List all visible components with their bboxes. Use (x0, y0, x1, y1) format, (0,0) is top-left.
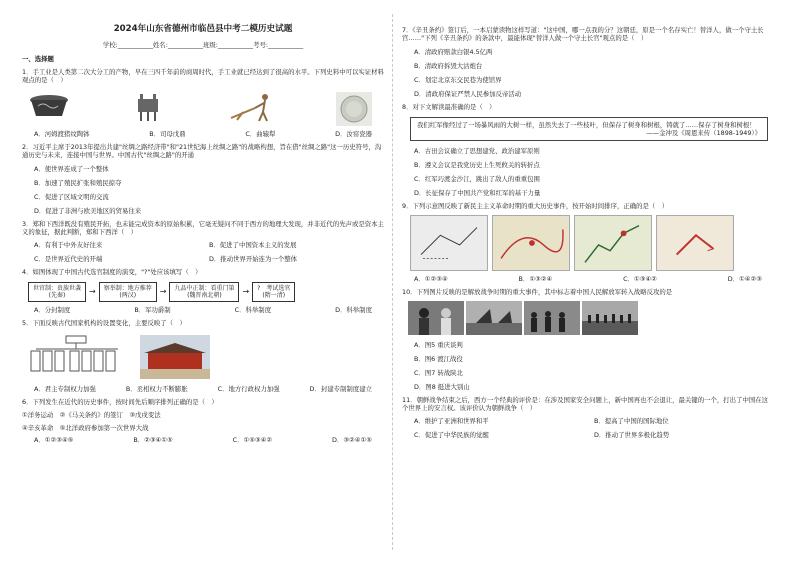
plow-figure-icon (227, 92, 273, 122)
q2-option-d[interactable]: D．促进了非洲与欧美地区的贸易往来 (34, 206, 142, 215)
org-chart-icon (28, 335, 124, 381)
flow-box-2: 察举制：地方推荐 (两汉) (99, 282, 157, 302)
photo-icon (582, 301, 638, 335)
column-divider (392, 14, 393, 550)
q10-option-d[interactable]: D．图8 挺进大别山 (414, 383, 470, 391)
question-10: 10．下列图片反映的是解放战争时期的重大事件，其中标志着中国人民解放军转入战略反攻的是 (402, 288, 673, 296)
flow-box-3: 九品中正制：看重门第 (魏晋南北朝) (169, 282, 239, 302)
question-11: 11．朝鲜战争结束之后，西方一个经典的评价是：在涉及国家安全问题上，新中国再也不会退让，最关键的一个，打出了中国在这个世界上的安言权。该评价认为朝鲜战争（ ） (402, 396, 769, 412)
q6-option-d[interactable]: D．③②④①⑤ (332, 436, 372, 445)
q7-option-b[interactable]: B．清政府拆毁大沽炮台 (414, 62, 483, 70)
q8-quote-box (410, 117, 768, 141)
student-info-line: 学校:___________姓名:___________班级:___________考号:___________ (102, 40, 304, 49)
question-4: 4．如图体现了中国古代选官制度的演变，"?"处应该填写（ ） (22, 267, 202, 276)
question-8: 8．对下文解读最准确的是（ ） (402, 103, 496, 111)
q11-option-d[interactable]: D．推动了世界多极化趋势 (594, 431, 670, 439)
q9-option-c[interactable]: C．①③④② (623, 275, 657, 283)
q10-option-c[interactable]: C．图7 转战陕北 (414, 369, 463, 377)
q4-options (34, 306, 372, 314)
q8-option-c[interactable]: C．红军巧渡金沙江，跳出了敌人的重重包围 (414, 175, 540, 183)
q5-option-a[interactable]: A．君主专制权力加强 (34, 385, 96, 394)
arrow-right-icon: → (242, 286, 250, 296)
q1-option-d[interactable]: D．汝窑瓷器 (335, 129, 372, 138)
q5-images (28, 335, 372, 381)
q5-option-c[interactable]: C．地方行政权力加强 (217, 385, 280, 394)
q5-option-d[interactable]: D．封建专制制度建立 (309, 385, 372, 394)
question-3: 3．郑和下西洋既没有殖民开拓，也未能完成资本的原始积累，它毫无疑问不同于西方的地理大发现，并非近代的先声或是资本主义的象征，据此判断，郑和下西洋（ ） (22, 219, 384, 236)
q10-option-b[interactable]: B．图6 渡江战役 (414, 355, 463, 363)
q3-option-a[interactable]: A．有利于中外友好往来 (34, 240, 103, 249)
q1-images (28, 92, 372, 126)
q9-option-d[interactable]: D．①④②③ (727, 275, 762, 283)
question-2: 2．习近平主席于2013年提出共建"丝绸之路经济带"和"21世纪海上丝绸之路"的战略构想，旨在借"丝绸之路"这一历史符号，沟通历史与未来，连接中国与世界。中国古代"丝绸之路"的开通 (22, 142, 382, 159)
photo-icon (466, 301, 522, 335)
q10-option-a[interactable]: A．图5 重庆谈判 (414, 341, 463, 349)
question-1: 1．手工业是人类第二次大分工的产物，早在三四千年前的商周时代，手工业就已经达到了很高的水平。下列史料中可以实证材料观点的是（ ） (22, 67, 384, 84)
q4-option-d[interactable]: D．科举制度 (335, 306, 372, 315)
section-heading: 一、选择题 (22, 54, 54, 63)
map-icon (492, 215, 570, 271)
q8-quote: 我们红军像经过了一场暴风雨的大树一样，虽然失去了一些枝叶，但保存了树身和树根，铸就了……保存了树身和树根！ (417, 121, 756, 129)
q7-option-c[interactable]: C．划定北京东交民巷为使馆界 (414, 76, 502, 84)
q9-option-b[interactable]: B．①③②④ (518, 275, 553, 283)
celadon-bowl-icon (336, 92, 372, 126)
q11-option-c[interactable]: C．促进了中华民族的觉醒 (414, 431, 489, 439)
q6-option-c[interactable]: C．①⑤③④② (232, 436, 273, 445)
q10-photos (408, 301, 774, 335)
q11-option-b[interactable]: B．提高了中国的国际地位 (594, 417, 669, 425)
q6-items-2: ④辛亥革命 ⑤北洋政府参加第一次世界大战 (22, 424, 149, 433)
q4-option-b[interactable]: B．军功爵制 (134, 306, 171, 315)
q2-option-b[interactable]: B．加速了殖民扩张和殖民掠夺 (34, 178, 122, 187)
q8-option-a[interactable]: A．古田会议确立了思想建党、政治建军原则 (414, 147, 540, 155)
q3-option-c[interactable]: C．是世界近代史的开端 (34, 254, 103, 263)
q8-option-d[interactable]: D．长征保存了中国共产党和红军的基干力量 (414, 189, 541, 197)
left-column (22, 18, 384, 444)
q11-option-a[interactable]: A．维护了亚洲和世界和平 (414, 417, 489, 425)
photo-icon (524, 301, 580, 335)
pottery-bowl-icon (28, 92, 70, 120)
q5-options (34, 385, 372, 393)
question-7: 7．《辛丑条约》签订后，一本启蒙读物这样写道："这中国，哪一点我的分？这朝廷，原是一个名存实亡！替洋人，做一个守土长官……"下列《辛丑条约》的条款中，最能体现"替洋人做一个守土长官"观点的是（ ） (402, 26, 764, 42)
q8-source: ——金冲及《周恩来传（1898-1949）》 (646, 129, 761, 137)
q4-option-a[interactable]: A．分封制度 (34, 306, 71, 315)
q2-option-a[interactable]: A．使世界连成了一个整体 (34, 164, 109, 173)
q6-option-a[interactable]: A．①②③④⑤ (34, 436, 74, 445)
q9-option-a[interactable]: A．①②③④ (414, 275, 448, 283)
q1-option-b[interactable]: B．司母戊鼎 (149, 129, 186, 138)
right-column (402, 26, 774, 439)
q3-option-b[interactable]: B．促进了中国资本主义的发展 (209, 240, 297, 249)
q1-option-a[interactable]: A．河姆渡猪纹陶钵 (34, 129, 90, 138)
q7-option-d[interactable]: D．清政府保证严禁人民参加反帝活动 (414, 90, 522, 98)
q5-option-b[interactable]: B．丞相权力不断膨胀 (125, 385, 188, 394)
q7-option-a[interactable]: A．清政府赔款白银4.5亿两 (414, 48, 493, 56)
q3-options (34, 241, 384, 263)
q3-option-d[interactable]: D．推动世界开始连为一个整体 (209, 254, 297, 263)
q6-option-b[interactable]: B．②③④①⑤ (133, 436, 173, 445)
exam-title: 2024年山东省德州市临邑县中考二模历史试题 (113, 24, 293, 34)
map-icon (656, 215, 734, 271)
map-icon (410, 215, 488, 271)
q4-flowchart (28, 282, 384, 302)
photo-icon (408, 301, 464, 335)
arrow-right-icon: → (159, 286, 167, 296)
q9-maps (410, 215, 774, 271)
flow-box-4: ? 考试选官 (隋一清) (252, 282, 295, 302)
q6-options (34, 436, 372, 444)
question-9: 9．下列示意图反映了新民主主义革命时期的重大历史事件，按开始时间排序，正确的是（ ） (402, 202, 669, 210)
bronze-ding-icon (133, 92, 163, 122)
q1-options (34, 130, 372, 138)
question-5: 5．下面反映古代国家机构的设置变化，主要反映了（ ） (22, 319, 186, 328)
palace-icon (140, 335, 210, 379)
q8-option-b[interactable]: B．遵义会议是我党历史上生死攸关的转折点 (414, 161, 540, 169)
arrow-right-icon: → (89, 286, 96, 296)
question-6: 6．下列发生在近代的历史事件，按时间先后顺序排列正确的是（ ） (22, 398, 218, 407)
q9-options (414, 275, 762, 283)
q4-option-c[interactable]: C．科举制度 (234, 306, 272, 315)
map-icon (574, 215, 652, 271)
q1-option-c[interactable]: C．曲辕犁 (245, 129, 276, 138)
q6-items-1: ①洋务运动 ②《马关条约》的签订 ③戊戌变法 (22, 411, 161, 420)
q2-option-c[interactable]: C．促进了区域文明的交流 (34, 192, 109, 201)
flow-box-1: 世官制：贵族世袭 (先秦) (28, 282, 86, 302)
q11-options (414, 417, 774, 439)
